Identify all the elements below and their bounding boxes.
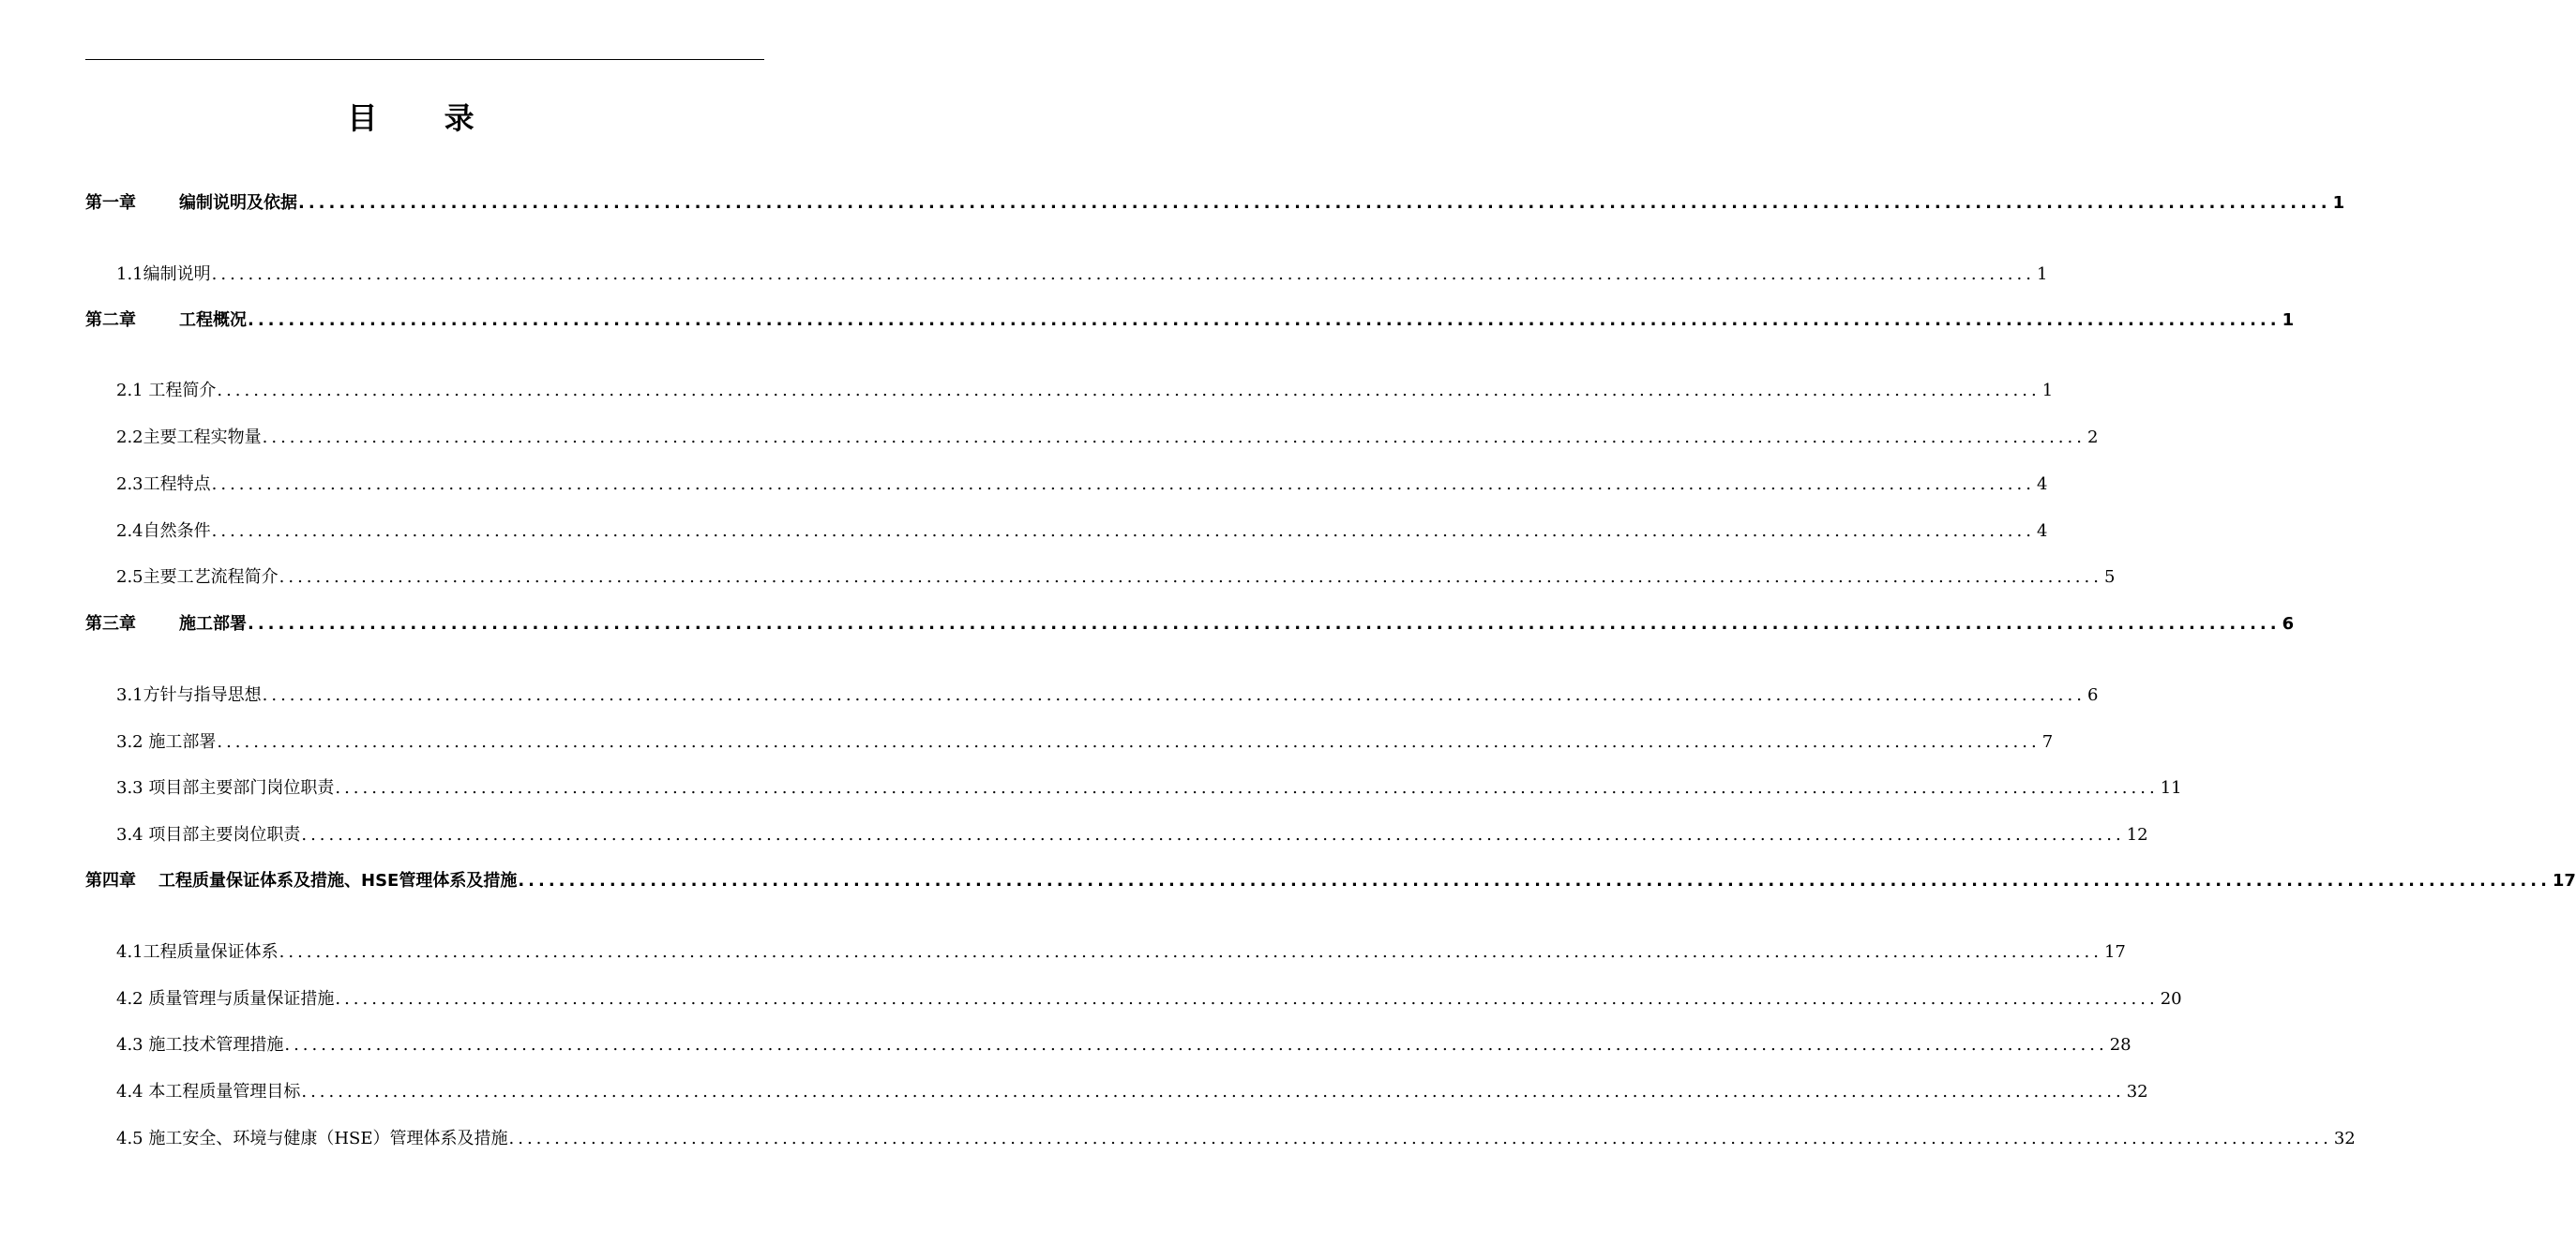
toc-entry-label: 2.3工程特点 xyxy=(116,474,211,494)
toc-entry-label: 4.3 施工技术管理措施 xyxy=(116,1035,284,1055)
toc-dot-leader: ........................................................................................................................................................................................................ xyxy=(262,685,2086,705)
toc-page-number: 5 xyxy=(2103,567,2116,587)
toc-title: 目 录 xyxy=(347,100,503,136)
toc-section-entry[interactable] xyxy=(116,940,2126,965)
toc-dot-leader: ........................................................................................................................................................................................................ xyxy=(217,381,2041,400)
toc-dot-leader: ........................................................................................................................................................................................................ xyxy=(279,567,2102,587)
toc-dot-leader: ........................................................................................................................................................................................................ xyxy=(211,521,2035,541)
toc-dot-leader: ........................................................................................................................................................................................................ xyxy=(508,1129,2332,1148)
toc-entry-label: 工程质量保证体系及措施、HSE管理体系及措施 xyxy=(158,871,518,891)
toc-dot-leader: ........................................................................................................................................................................................................ xyxy=(298,193,2331,213)
toc-chapter-number: 第二章 xyxy=(85,310,136,330)
toc-entry-label: 2.2主要工程实物量 xyxy=(116,428,262,447)
toc-entry-label: 4.5 施工安全、环境与健康（HSE）管理体系及措施 xyxy=(116,1129,508,1148)
toc-dot-leader: ........................................................................................................................................................................................................ xyxy=(248,310,2281,330)
toc-entry-label: 2.4自然条件 xyxy=(116,521,211,541)
toc-page-number: 17 xyxy=(2103,942,2126,962)
toc-entry-label: 3.1方针与指导思想 xyxy=(116,685,262,705)
toc-entry-label: 3.2 施工部署 xyxy=(116,732,217,752)
toc-dot-leader: ........................................................................................................................................................................................................ xyxy=(301,825,2125,845)
toc-page-number: 4 xyxy=(2036,474,2048,494)
toc-entry-label: 3.4 项目部主要岗位职责 xyxy=(116,825,301,845)
toc-page-number: 32 xyxy=(2126,1082,2148,1102)
toc-chapter-entry[interactable] xyxy=(85,869,2576,893)
toc-entry-label: 1.1编制说明 xyxy=(116,264,211,284)
toc-section-entry[interactable] xyxy=(116,379,2054,403)
header-rule xyxy=(85,59,764,60)
toc-entry-label: 2.5主要工艺流程简介 xyxy=(116,567,279,587)
toc-chapter-number: 第四章 xyxy=(85,871,136,891)
toc-section-entry[interactable] xyxy=(116,472,2048,497)
toc-entry-label: 4.1工程质量保证体系 xyxy=(116,942,279,962)
toc-section-entry[interactable] xyxy=(116,565,2116,590)
toc-entry-label: 编制说明及依据 xyxy=(179,193,297,213)
toc-dot-leader: ........................................................................................................................................................................................................ xyxy=(217,732,2041,752)
toc-section-entry[interactable] xyxy=(116,1033,2132,1058)
toc-page-number: 11 xyxy=(2160,778,2182,798)
toc-page-number: 6 xyxy=(2086,685,2099,705)
toc-page-number: 6 xyxy=(2282,614,2295,634)
toc-section-entry[interactable] xyxy=(116,987,2182,1012)
toc-page-number: 1 xyxy=(2036,264,2048,284)
toc-section-entry[interactable] xyxy=(116,519,2048,544)
toc-section-entry[interactable] xyxy=(116,823,2148,848)
toc-page-number: 1 xyxy=(2332,193,2345,213)
toc-section-entry[interactable] xyxy=(116,776,2182,801)
toc-page-number: 2 xyxy=(2086,428,2099,447)
toc-dot-leader: ........................................................................................................................................................................................................ xyxy=(262,428,2086,447)
toc-section-entry[interactable] xyxy=(116,262,2048,287)
toc-dot-leader: ........................................................................................................................................................................................................ xyxy=(211,474,2035,494)
toc-section-entry[interactable] xyxy=(116,683,2099,708)
toc-section-entry[interactable] xyxy=(116,1080,2148,1104)
toc-entry-label: 3.3 项目部主要部门岗位职责 xyxy=(116,778,335,798)
toc-page-number: 1 xyxy=(2041,381,2054,400)
toc-page-number: 17 xyxy=(2552,871,2576,891)
toc-page-number: 12 xyxy=(2126,825,2148,845)
toc-page-number: 1 xyxy=(2282,310,2295,330)
toc-dot-leader: ........................................................................................................................................................................................................ xyxy=(248,614,2281,634)
toc-dot-leader: ........................................................................................................................................................................................................ xyxy=(518,871,2551,891)
toc-entry-label: 工程概况 xyxy=(179,310,247,330)
toc-page-number: 32 xyxy=(2333,1129,2356,1148)
toc-dot-leader: ........................................................................................................................................................................................................ xyxy=(335,778,2159,798)
toc-entry-label: 4.4 本工程质量管理目标 xyxy=(116,1082,301,1102)
toc-page-number: 20 xyxy=(2160,989,2182,1009)
toc-dot-leader: ........................................................................................................................................................................................................ xyxy=(284,1035,2108,1055)
toc-chapter-entry[interactable] xyxy=(85,308,2295,333)
toc-page-number: 28 xyxy=(2109,1035,2132,1055)
toc-dot-leader: ........................................................................................................................................................................................................ xyxy=(301,1082,2125,1102)
toc-chapter-entry[interactable] xyxy=(85,612,2295,637)
toc-page-number: 7 xyxy=(2041,732,2054,752)
toc-section-entry[interactable] xyxy=(116,730,2054,755)
toc-chapter-number: 第一章 xyxy=(85,193,136,213)
toc-chapter-number: 第三章 xyxy=(85,614,136,634)
toc-entry-label: 2.1 工程简介 xyxy=(116,381,217,400)
toc-section-entry[interactable] xyxy=(116,1127,2356,1151)
toc-dot-leader: ........................................................................................................................................................................................................ xyxy=(211,264,2035,284)
toc-section-entry[interactable] xyxy=(116,426,2099,450)
toc-dot-leader: ........................................................................................................................................................................................................ xyxy=(279,942,2102,962)
toc-chapter-entry[interactable] xyxy=(85,191,2345,216)
toc-dot-leader: ........................................................................................................................................................................................................ xyxy=(335,989,2159,1009)
toc-page-number: 4 xyxy=(2036,521,2048,541)
toc-entry-label: 施工部署 xyxy=(179,614,247,634)
toc-entry-label: 4.2 质量管理与质量保证措施 xyxy=(116,989,335,1009)
